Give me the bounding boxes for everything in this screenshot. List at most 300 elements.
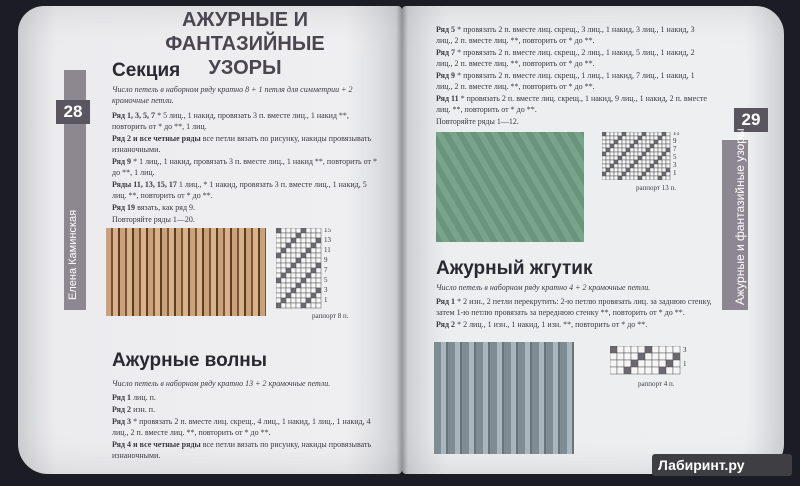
waves-row (112, 416, 382, 438)
sekciya-chart-cell (306, 278, 311, 283)
waves-row-text: все петли вязать по рисунку, накиды провязывать изнаночными. (112, 440, 372, 460)
waves-chart-cell (630, 172, 634, 176)
waves-chart-cell (614, 132, 618, 136)
waves-chart-cell (634, 152, 638, 156)
waves-chart-cell (610, 152, 614, 156)
zhgutik-chart-cell (645, 353, 652, 360)
zhgutik-chart-cell (652, 367, 659, 374)
waves-chart-cell (634, 132, 638, 136)
waves-chart-cell (662, 132, 666, 136)
waves-chart-cell (614, 148, 618, 152)
waves-chart-cell (666, 168, 670, 172)
sekciya-chart-cell (306, 288, 311, 293)
sekciya-chart-cell (306, 243, 311, 248)
section1-chart (276, 228, 386, 310)
waves-chart-cell (614, 140, 618, 144)
waves-chart-cell (634, 144, 638, 148)
sekciya-chart-cell (301, 303, 306, 308)
section3-chart-caption: раппорт 4 п. (638, 380, 675, 388)
sekciya-chart-cell (306, 248, 311, 253)
waves-chart-cell (614, 160, 618, 164)
zhgutik-row-text: * 2 изн., 2 петли перекрутить: 2-ю петлю провязать лиц. за заднюю стенку, затем 1-ю петлю провязать за переднюю стенку **, повторить от * до **. (436, 297, 712, 317)
sekciya-chart-cell (286, 293, 291, 298)
waves-chart-cell (662, 144, 666, 148)
waves-chart-cell (646, 164, 650, 168)
section1-chart-caption: раппорт 8 п. (312, 312, 349, 320)
waves-chart-cell (642, 172, 646, 176)
zhgutik-chart-cell (638, 346, 645, 353)
waves-chart-cell (634, 168, 638, 172)
sekciya-chart-cell (316, 243, 321, 248)
waves-chart-row-number: 11 (673, 132, 680, 137)
waves-chart-cell (622, 136, 626, 140)
sekciya-chart-cell (306, 253, 311, 258)
sekciya-chart-cell (291, 288, 296, 293)
sekciya-chart-cell (311, 293, 316, 298)
waves-chart-cell (638, 156, 642, 160)
sekciya-chart-cell (301, 293, 306, 298)
waves-chart-cell (630, 136, 634, 140)
section3-chart (610, 346, 700, 376)
sekciya-chart-cell (286, 283, 291, 288)
waves-chart-cell (634, 156, 638, 160)
waves-chart-cell (630, 176, 634, 180)
waves-chart-cell (638, 176, 642, 180)
waves-chart-cell (646, 176, 650, 180)
sekciya-row-label: Ряд 19 (112, 203, 138, 212)
sekciya-chart-cell (316, 288, 321, 293)
waves-chart-cell (602, 132, 606, 136)
waves-cont-row-text: * провязать 2 п. вместе лиц. скрещ., 3 лиц., 1 накид, 3 лиц., 1 накид, 3 лиц., 2 п. вместе лиц. **, повторить от * до **. (436, 25, 695, 45)
waves-chart-cell (650, 176, 654, 180)
book-gutter (396, 6, 408, 474)
sekciya-chart-cell (276, 303, 281, 308)
waves-chart-cell (630, 160, 634, 164)
waves-row (112, 404, 382, 415)
waves-chart-cell (646, 144, 650, 148)
waves-chart-cell (662, 148, 666, 152)
waves-chart-cell (638, 136, 642, 140)
waves-chart-cell (666, 136, 670, 140)
page-number-right: 29 (734, 108, 768, 132)
waves-chart-cell (606, 132, 610, 136)
waves-chart-cell (622, 164, 626, 168)
zhgutik-chart-cell (631, 367, 638, 374)
waves-cont-row (436, 116, 708, 127)
sekciya-chart-cell (291, 303, 296, 308)
waves-chart-cell (614, 164, 618, 168)
waves-chart-cell (626, 152, 630, 156)
waves-chart-cell (606, 172, 610, 176)
waves-chart-cell (662, 176, 666, 180)
sekciya-chart-cell (306, 283, 311, 288)
section2-rows (112, 392, 382, 462)
zhgutik-chart-cell (666, 353, 673, 360)
sekciya-chart-cell (286, 298, 291, 303)
sekciya-chart-cell (286, 263, 291, 268)
section1-intro: Число петель в наборном ряду кратно 8 + 1 петля для симметрии + 2 кромочные петли. (112, 85, 353, 105)
sekciya-chart-cell (306, 238, 311, 243)
sekciya-chart-cell (316, 263, 321, 268)
waves-chart-cell (610, 156, 614, 160)
sekciya-chart-cell (306, 228, 311, 233)
sekciya-chart-cell (281, 233, 286, 238)
zhgutik-chart-cell (652, 353, 659, 360)
sekciya-chart-cell (281, 268, 286, 273)
zhgutik-chart-cell (659, 346, 666, 353)
sekciya-chart-cell (316, 268, 321, 273)
waves-chart-cell (654, 152, 658, 156)
section-title-waves: Ажурные волны (112, 350, 267, 371)
sekciya-chart-cell (276, 268, 281, 273)
waves-chart-cell (606, 164, 610, 168)
waves-chart-cell (630, 140, 634, 144)
waves-chart-cell (634, 172, 638, 176)
waves-chart-cell (650, 132, 654, 136)
waves-chart-cell (626, 132, 630, 136)
sekciya-chart-cell (276, 258, 281, 263)
sekciya-chart-cell (281, 273, 286, 278)
waves-chart-cell (630, 164, 634, 168)
sekciya-row-label: Ряды 11, 13, 15, 17 (112, 180, 179, 189)
waves-chart-cell (666, 160, 670, 164)
sekciya-chart-cell (296, 293, 301, 298)
sekciya-chart-cell (291, 263, 296, 268)
waves-cont-row-text: Повторяйте ряды 1—12. (436, 117, 519, 126)
sekciya-chart-cell (311, 263, 316, 268)
sekciya-chart-cell (301, 228, 306, 233)
zhgutik-row-text: * 2 лиц., 1 изн., 1 накид, 1 изн. **, повторить от * до **. (457, 320, 648, 329)
waves-chart-cell (610, 136, 614, 140)
sekciya-chart-cell (316, 303, 321, 308)
sekciya-chart-cell (276, 243, 281, 248)
waves-chart-cell (606, 136, 610, 140)
waves-cont-row-text: * провязать 2 п. вместе лиц. скрещ., 2 лиц., 1 накид, 5 лиц., 1 накид, 2 лиц., 2 п. вместе лиц. **, повторить от * до **. (436, 48, 695, 68)
section1-rows (112, 110, 382, 226)
chapter-title-line2: УЗОРЫ (208, 57, 282, 79)
waves-chart-cell (618, 152, 622, 156)
waves-cont-row (436, 24, 708, 46)
sekciya-chart-cell (296, 288, 301, 293)
sekciya-chart-cell (276, 288, 281, 293)
waves-chart-cell (658, 156, 662, 160)
sekciya-chart-row-number: 7 (324, 266, 328, 274)
waves-chart-cell (602, 176, 606, 180)
waves-chart-cell (614, 156, 618, 160)
waves-chart-cell (642, 176, 646, 180)
waves-chart-cell (622, 168, 626, 172)
sekciya-chart-cell (316, 238, 321, 243)
waves-chart-cell (662, 164, 666, 168)
sekciya-chart-cell (311, 228, 316, 233)
zhgutik-chart-cell (659, 367, 666, 374)
waves-chart-cell (606, 148, 610, 152)
sekciya-chart-cell (311, 243, 316, 248)
waves-chart-cell (622, 156, 626, 160)
zhgutik-chart-cell (638, 353, 645, 360)
waves-chart-cell (630, 152, 634, 156)
waves-chart-cell (610, 164, 614, 168)
zhgutik-chart-cell (659, 353, 666, 360)
sekciya-row-text: 1 лиц., * 1 накид, провязать 3 п. вместе лиц., 1 накид, 5 лиц. **, повторить от * до **. (112, 180, 367, 200)
sekciya-chart-cell (296, 298, 301, 303)
sekciya-chart-row-number: 5 (324, 276, 328, 284)
waves-chart-cell (658, 176, 662, 180)
zhgutik-chart-cell (638, 360, 645, 367)
zhgutik-chart-row-number: 1 (683, 360, 687, 368)
waves-chart-cell (606, 156, 610, 160)
sekciya-chart-cell (281, 228, 286, 233)
sekciya-chart-cell (311, 248, 316, 253)
waves-chart-cell (654, 160, 658, 164)
waves-row-label: Ряд 3 (112, 417, 134, 426)
waves-chart-cell (618, 148, 622, 152)
waves-chart-cell (666, 144, 670, 148)
waves-chart-cell (634, 148, 638, 152)
waves-chart-cell (606, 160, 610, 164)
sekciya-row-text: * 5 лиц., 1 накид, провязать 3 п. вместе лиц., 1 накид **, повторить от * до **, 1 лиц. (112, 111, 349, 131)
sekciya-chart-cell (276, 238, 281, 243)
waves-row-text: изн. п. (133, 405, 156, 414)
waves-chart-cell (602, 140, 606, 144)
waves-chart-cell (622, 132, 626, 136)
waves-cont-row-text: * провязать 2 п. вместе лиц. скрещ., 1 накид, 9 лиц., 1 накид, 2 п. вместе лиц. **, повторить от * до **. (436, 94, 707, 114)
sekciya-chart-cell (301, 283, 306, 288)
waves-chart-cell (614, 136, 618, 140)
waves-chart-cell (602, 168, 606, 172)
sekciya-chart-cell (281, 303, 286, 308)
waves-chart-cell (602, 144, 606, 148)
waves-chart-cell (642, 160, 646, 164)
waves-chart-cell (634, 136, 638, 140)
sekciya-chart-cell (281, 283, 286, 288)
zhgutik-chart-cell (617, 367, 624, 374)
sekciya-chart-cell (311, 303, 316, 308)
sekciya-chart-cell (296, 273, 301, 278)
sekciya-chart-cell (291, 268, 296, 273)
sekciya-chart-cell (281, 258, 286, 263)
sekciya-chart-cell (286, 253, 291, 258)
zhgutik-row (436, 296, 726, 318)
waves-chart (602, 132, 712, 180)
waves-chart-cell (662, 136, 666, 140)
sekciya-chart-cell (301, 268, 306, 273)
waves-chart-cell (630, 132, 634, 136)
waves-cont-row-label: Ряд 9 (436, 71, 458, 80)
sekciya-chart-cell (281, 238, 286, 243)
zhgutik-row (436, 319, 726, 330)
waves-chart-cell (622, 140, 626, 144)
waves-chart-row-number: 9 (673, 137, 677, 145)
waves-chart-cell (614, 152, 618, 156)
sekciya-chart-cell (291, 298, 296, 303)
sekciya-chart-cell (291, 258, 296, 263)
sekciya-chart-cell (286, 228, 291, 233)
waves-chart-cell (602, 172, 606, 176)
waves-chart-cell (626, 160, 630, 164)
waves-chart-cell (650, 164, 654, 168)
waves-cont-row-label: Ряд 7 (436, 48, 458, 57)
sekciya-chart-cell (301, 248, 306, 253)
waves-cont-row (436, 47, 708, 69)
sekciya-chart-cell (276, 278, 281, 283)
author-vertical-text: Елена Каминская (67, 209, 79, 300)
waves-chart-cell (634, 164, 638, 168)
sekciya-row-text: * 1 лиц., 1 накид, провязать 3 п. вместе лиц., 1 накид **, повторить от * до **, 1 лиц. (112, 157, 377, 177)
zhgutik-chart-cell (673, 346, 680, 353)
waves-chart-cell (634, 160, 638, 164)
sekciya-chart-cell (306, 258, 311, 263)
waves-chart-cell (642, 144, 646, 148)
sekciya-chart-row-number: 13 (324, 236, 331, 244)
waves-chart-cell (622, 160, 626, 164)
waves-chart-cell (642, 152, 646, 156)
waves-chart-cell (666, 140, 670, 144)
lace-sample-photo-grey (434, 342, 574, 454)
zhgutik-chart-cell (617, 346, 624, 353)
waves-chart-cell (654, 168, 658, 172)
sekciya-chart-cell (276, 248, 281, 253)
waves-chart-cell (610, 168, 614, 172)
zhgutik-chart-cell (652, 360, 659, 367)
sekciya-chart-cell (286, 273, 291, 278)
waves-chart-cell (666, 152, 670, 156)
sekciya-chart-cell (281, 248, 286, 253)
waves-chart-cell (646, 160, 650, 164)
lace-sample-photo-green (436, 132, 584, 242)
waves-chart-cell (662, 172, 666, 176)
waves-chart-cell (654, 172, 658, 176)
waves-chart-cell (638, 172, 642, 176)
sekciya-chart-cell (301, 243, 306, 248)
sekciya-row-label: Ряд 1, 3, 5, 7 (112, 111, 158, 120)
sekciya-chart-cell (311, 273, 316, 278)
waves-chart-cell (658, 172, 662, 176)
waves-chart-cell (658, 148, 662, 152)
sekciya-chart-cell (301, 253, 306, 258)
sekciya-chart-cell (276, 298, 281, 303)
waves-row (112, 439, 382, 461)
zhgutik-chart-cell (645, 346, 652, 353)
lace-sample-photo-orange (106, 228, 266, 316)
sekciya-row-text: вязать, как ряд 9. (137, 203, 196, 212)
sekciya-row (112, 202, 382, 213)
sekciya-chart-cell (286, 288, 291, 293)
sekciya-row (112, 156, 382, 178)
waves-chart-cell (666, 148, 670, 152)
waves-chart-cell (654, 164, 658, 168)
sekciya-chart-cell (316, 253, 321, 258)
sekciya-chart-cell (276, 273, 281, 278)
waves-chart-cell (618, 168, 622, 172)
waves-chart-cell (646, 132, 650, 136)
sekciya-chart-cell (296, 243, 301, 248)
waves-chart-cell (606, 176, 610, 180)
waves-chart-cell (638, 148, 642, 152)
zhgutik-chart-row-number: 3 (683, 346, 687, 354)
waves-chart-cell (638, 164, 642, 168)
waves-chart-cell (642, 132, 646, 136)
sekciya-chart-cell (281, 293, 286, 298)
sekciya-chart-cell (296, 258, 301, 263)
chapter-title-line1: АЖУРНЫЕ И ФАНТАЗИЙНЫЕ (165, 9, 325, 55)
sekciya-chart-cell (301, 258, 306, 263)
sekciya-chart-cell (291, 283, 296, 288)
waves-chart-cell (618, 164, 622, 168)
sekciya-row (112, 214, 382, 225)
waves-chart-cell (642, 164, 646, 168)
sekciya-chart-cell (296, 253, 301, 258)
sekciya-chart-cell (291, 248, 296, 253)
waves-chart-cell (650, 144, 654, 148)
waves-row-text: лиц. п. (133, 393, 156, 402)
waves-chart-cell (662, 140, 666, 144)
waves-chart-cell (662, 152, 666, 156)
zhgutik-chart-cell (631, 346, 638, 353)
waves-cont-row-label: Ряд 11 (436, 94, 461, 103)
sekciya-chart-cell (311, 298, 316, 303)
waves-chart-cell (610, 176, 614, 180)
waves-chart-cell (630, 144, 634, 148)
waves-chart-cell (646, 168, 650, 172)
zhgutik-chart-cell (638, 367, 645, 374)
sekciya-chart-cell (291, 253, 296, 258)
sekciya-chart-cell (301, 298, 306, 303)
waves-chart-cell (618, 140, 622, 144)
waves-row-label: Ряд 4 и все четные ряды (112, 440, 203, 449)
waves-chart-row-number: 3 (673, 161, 677, 169)
zhgutik-chart-cell (659, 360, 666, 367)
waves-chart-cell (658, 140, 662, 144)
zhgutik-chart-cell (673, 360, 680, 367)
waves-chart-cell (650, 136, 654, 140)
waves-cont-row (436, 70, 708, 92)
zhgutik-chart-cell (666, 346, 673, 353)
waves-chart-cell (610, 140, 614, 144)
sekciya-row-label: Ряд 9 (112, 157, 134, 166)
waves-chart-cell (658, 168, 662, 172)
sekciya-chart-cell (296, 278, 301, 283)
waves-chart-cell (614, 172, 618, 176)
waves-chart-cell (638, 152, 642, 156)
waves-chart-cell (614, 168, 618, 172)
waves-chart-cell (654, 136, 658, 140)
waves-chart-cell (610, 144, 614, 148)
sekciya-row-text: все петли вязать по рисунку, накиды провязывать изнаночными. (112, 134, 372, 154)
sekciya-chart-row-number: 15 (324, 228, 331, 234)
zhgutik-chart-cell (652, 346, 659, 353)
waves-chart-cell (610, 132, 614, 136)
waves-row-label: Ряд 2 (112, 405, 134, 414)
waves-chart-cell (662, 168, 666, 172)
sekciya-chart-cell (311, 258, 316, 263)
sekciya-chart-cell (311, 278, 316, 283)
sekciya-chart-row-number: 9 (324, 256, 328, 264)
section-title-zhgutik: Ажурный жгутик (436, 258, 593, 279)
chapter-vertical-text: Ажурные и фантазийные узоры (733, 128, 747, 305)
sekciya-row (112, 179, 382, 201)
sekciya-chart-cell (301, 233, 306, 238)
sekciya-chart-cell (311, 253, 316, 258)
waves-chart-cell (622, 152, 626, 156)
zhgutik-chart-cell (610, 367, 617, 374)
sekciya-chart-cell (306, 263, 311, 268)
sekciya-chart-cell (296, 263, 301, 268)
sekciya-chart-cell (291, 293, 296, 298)
waves-chart-cell (618, 156, 622, 160)
waves-chart-cell (622, 172, 626, 176)
waves-chart-cell (646, 152, 650, 156)
